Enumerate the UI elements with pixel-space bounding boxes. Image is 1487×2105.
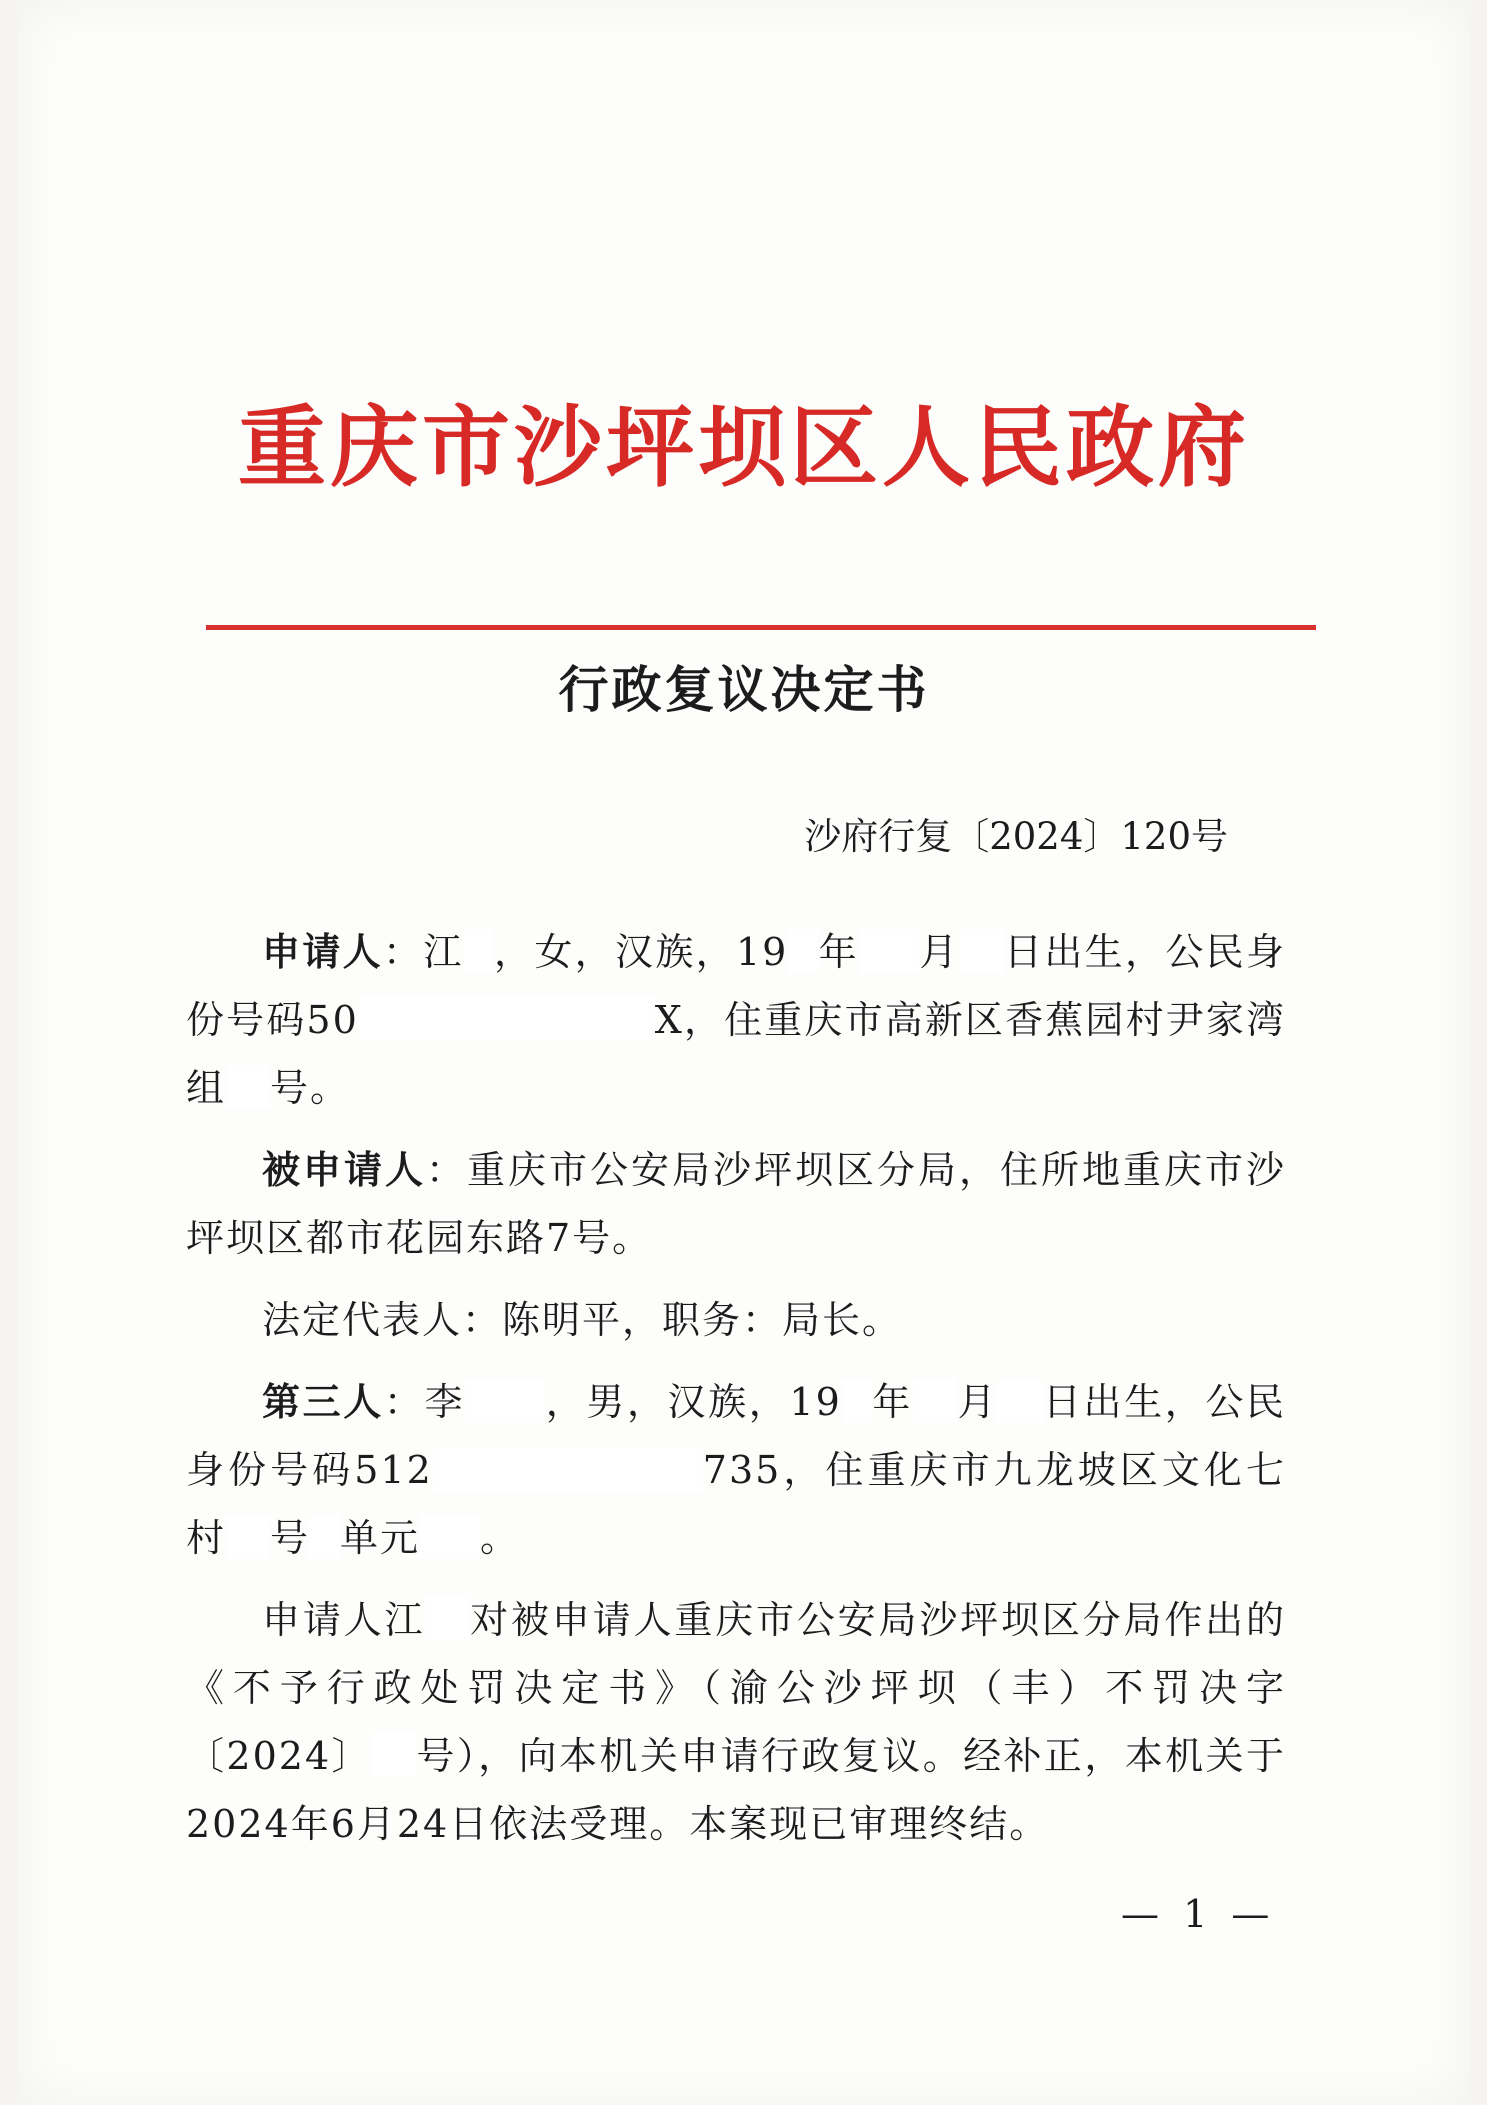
respondent-label: 被申请人 — [262, 1148, 426, 1192]
redaction-mark — [998, 1379, 1042, 1423]
redaction-mark — [913, 1379, 957, 1423]
legal-rep-paragraph: 法定代表人：陈明平，职务：局长。 — [262, 1298, 903, 1342]
third-party-text-a: ：李 — [383, 1380, 466, 1424]
third-party-text-e: 日出生，公民身份号码512 — [186, 1380, 1286, 1492]
case-text-a: 申请人江 — [262, 1598, 426, 1642]
case-text-c: 号），向本机关申请行政复议。经补正，本机关于2024年6月24日依法受理。本案现已审理终结。 — [186, 1734, 1286, 1846]
applicant-label: 申请人 — [262, 930, 383, 974]
third-party-paragraph — [186, 1368, 1286, 1572]
document-body — [186, 918, 1286, 1872]
third-party-text-h: 单元 — [340, 1516, 421, 1560]
applicant-text-e: 日出生，公民身份号码50 — [186, 930, 1286, 1042]
redaction-mark — [226, 1515, 270, 1559]
issuer-header: 重庆市沙坪坝区人民政府 — [237, 396, 1250, 499]
header-red-rule — [206, 625, 1316, 630]
document-number: 沙府行复〔2024〕120号 — [804, 815, 1228, 858]
third-party-text-g: 号 — [270, 1516, 311, 1560]
redaction-mark — [465, 1379, 545, 1423]
redaction-mark — [788, 929, 818, 973]
document-page — [18, 0, 1470, 2105]
respondent-text: ：重庆市公安局沙坪坝区分局，住所地重庆市沙坪坝区都市花园东路7号。 — [186, 1148, 1286, 1260]
redaction-mark — [372, 1733, 416, 1777]
applicant-text-b: ，女，汉族，19 — [493, 930, 789, 974]
redaction-mark — [842, 1379, 872, 1423]
case-paragraph — [186, 1586, 1286, 1858]
redaction-mark — [960, 929, 1004, 973]
redaction-mark — [464, 929, 494, 973]
document-title: 行政复议决定书 — [558, 660, 930, 719]
third-party-text-d: 月 — [957, 1380, 999, 1424]
applicant-text-g: 号。 — [270, 1066, 351, 1110]
third-party-text-i: 。 — [480, 1516, 521, 1560]
respondent-paragraph — [186, 1136, 1286, 1272]
applicant-text-f: X，住重庆市高新区香蕉园村尹家湾组 — [186, 998, 1286, 1110]
applicant-text-d: 月 — [919, 930, 960, 974]
redaction-mark — [859, 929, 919, 973]
third-party-text-f: 735，住重庆市九龙坡区文化七村 — [186, 1448, 1286, 1560]
redaction-mark — [310, 1515, 340, 1559]
applicant-paragraph — [186, 918, 1286, 1122]
page-number: — 1 — — [1121, 1892, 1276, 1936]
applicant-text-c: 年 — [818, 930, 859, 974]
redaction-mark — [420, 1515, 480, 1559]
redaction-mark — [226, 1065, 270, 1109]
redaction-mark — [359, 997, 655, 1041]
case-text-b: 对被申请人重庆市公安局沙坪坝区分局作出的《不予行政处罚决定书》（渝公沙坪坝（丰）不罚决字〔2024〕 — [186, 1598, 1286, 1778]
third-party-text-b: ，男，汉族，19 — [545, 1380, 842, 1424]
redaction-mark — [433, 1447, 703, 1491]
redaction-mark — [425, 1597, 469, 1641]
third-party-text-c: 年 — [871, 1380, 913, 1424]
third-party-label: 第三人 — [262, 1380, 384, 1424]
applicant-text-a: ：江 — [383, 930, 464, 974]
